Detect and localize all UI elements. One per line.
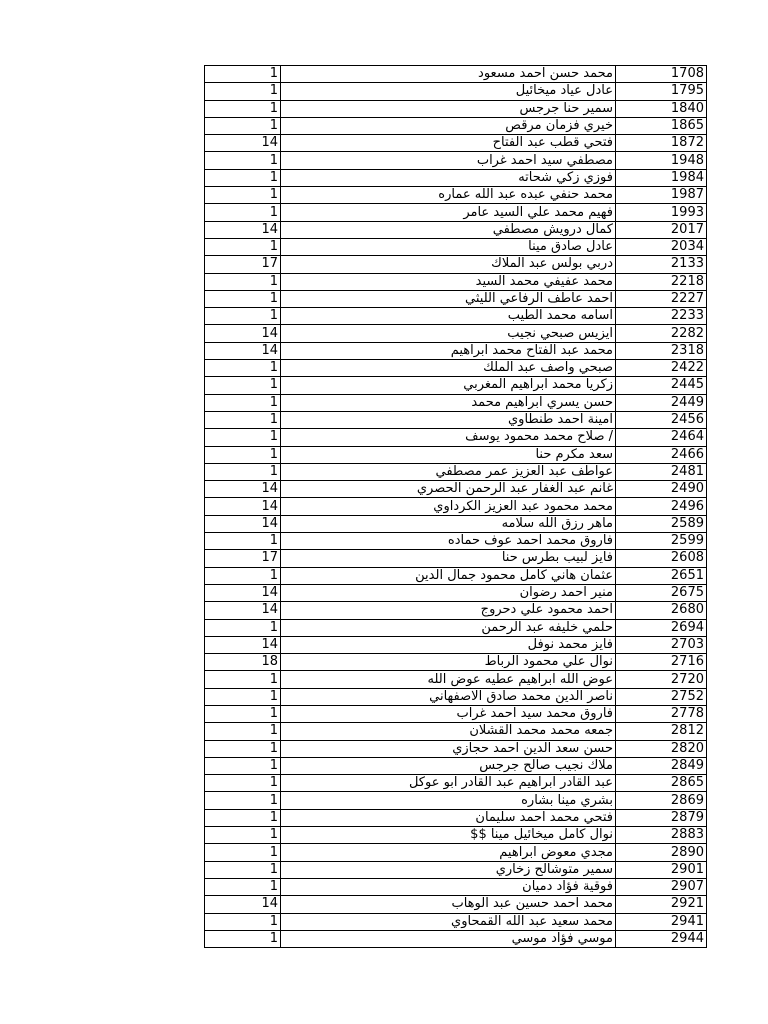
id-cell: 2481: [616, 463, 707, 480]
count-cell: 14: [205, 135, 281, 152]
name-cell: حسن سعد الدين احمد حجازي: [281, 740, 616, 757]
count-cell: 1: [205, 187, 281, 204]
id-cell: 1948: [616, 152, 707, 169]
name-cell: فوقية فؤاد دميان: [281, 878, 616, 895]
id-cell: 2227: [616, 290, 707, 307]
id-cell: 2449: [616, 394, 707, 411]
count-cell: 1: [205, 100, 281, 117]
table-row: [205, 429, 707, 446]
count-cell: 1: [205, 878, 281, 895]
id-cell: 2720: [616, 671, 707, 688]
name-cell: عبد القادر ابراهيم عبد القادر ابو عوكل: [281, 775, 616, 792]
count-cell: 1: [205, 619, 281, 636]
table-row: [205, 100, 707, 117]
table-row: [205, 930, 707, 947]
table-row: [205, 463, 707, 480]
table-row: [205, 654, 707, 671]
count-cell: 1: [205, 360, 281, 377]
id-cell: 2703: [616, 636, 707, 653]
table-row: [205, 204, 707, 221]
name-cell: سعد مكرم حنا: [281, 446, 616, 463]
id-cell: 2422: [616, 360, 707, 377]
count-cell: 14: [205, 602, 281, 619]
table-row: [205, 221, 707, 238]
name-cell: صبحي واصف عبد الملك: [281, 360, 616, 377]
count-cell: 1: [205, 446, 281, 463]
name-cell: اسامه محمد الطيب: [281, 308, 616, 325]
name-cell: محمد عبد الفتاح محمد ابراهيم: [281, 342, 616, 359]
count-cell: 1: [205, 533, 281, 550]
name-cell: محمد حسن احمد مسعود: [281, 66, 616, 83]
name-cell: بشري مينا بشاره: [281, 792, 616, 809]
table-row: [205, 913, 707, 930]
id-cell: 1795: [616, 83, 707, 100]
table-row: [205, 83, 707, 100]
table-row: [205, 360, 707, 377]
table-row: [205, 238, 707, 255]
id-cell: 2282: [616, 325, 707, 342]
table-row: [205, 394, 707, 411]
table-row: [205, 117, 707, 134]
id-cell: 2675: [616, 584, 707, 601]
name-cell: نوال علي محمود الرباط: [281, 654, 616, 671]
table-row: [205, 290, 707, 307]
table-row: [205, 602, 707, 619]
id-cell: 2694: [616, 619, 707, 636]
name-cell: عادل عياد ميخائيل: [281, 83, 616, 100]
id-cell: 2318: [616, 342, 707, 359]
id-cell: 1865: [616, 117, 707, 134]
count-cell: 14: [205, 221, 281, 238]
name-cell: غانم عبد الغفار عبد الرحمن الحصري: [281, 481, 616, 498]
name-cell: مصطفي سيد احمد غراب: [281, 152, 616, 169]
table-row: [205, 66, 707, 83]
table-row: [205, 861, 707, 878]
count-cell: 1: [205, 169, 281, 186]
name-cell: نوال كامل ميخائيل مينا $$: [281, 827, 616, 844]
name-cell: فايز محمد نوفل: [281, 636, 616, 653]
id-cell: 1993: [616, 204, 707, 221]
count-cell: 1: [205, 723, 281, 740]
id-cell: 2869: [616, 792, 707, 809]
table-row: [205, 446, 707, 463]
name-cell: منير احمد رضوان: [281, 584, 616, 601]
name-cell: فايز لبيب بطرس حنا: [281, 550, 616, 567]
id-cell: 2820: [616, 740, 707, 757]
table-row: [205, 619, 707, 636]
count-cell: 1: [205, 152, 281, 169]
name-cell: فتحي قطب عبد الفتاح: [281, 135, 616, 152]
name-cell: مجدي معوض ابراهيم: [281, 844, 616, 861]
id-cell: 2133: [616, 256, 707, 273]
name-cell: سمير حنا جرجس: [281, 100, 616, 117]
name-cell: فتحي محمد احمد سليمان: [281, 809, 616, 826]
table-row: [205, 896, 707, 913]
table-row: [205, 308, 707, 325]
name-cell: ماهر رزق الله سلامه: [281, 515, 616, 532]
count-cell: 1: [205, 429, 281, 446]
table-row: [205, 878, 707, 895]
name-cell: عواطف عبد العزيز عمر مصطفي: [281, 463, 616, 480]
id-cell: 1872: [616, 135, 707, 152]
table-row: [205, 792, 707, 809]
name-cell: كمال درويش مصطفي: [281, 221, 616, 238]
table-row: [205, 671, 707, 688]
id-cell: 2944: [616, 930, 707, 947]
table-row: [205, 757, 707, 774]
id-cell: 2456: [616, 411, 707, 428]
table-row: [205, 688, 707, 705]
count-cell: 14: [205, 342, 281, 359]
table-row: [205, 809, 707, 826]
table-row: [205, 411, 707, 428]
name-cell: فاروق محمد سيد احمد غراب: [281, 705, 616, 722]
table-row: [205, 827, 707, 844]
name-cell: ايزيس صبحي نجيب: [281, 325, 616, 342]
table-row: [205, 256, 707, 273]
id-cell: 2879: [616, 809, 707, 826]
table-row: [205, 584, 707, 601]
id-cell: 2651: [616, 567, 707, 584]
id-cell: 2716: [616, 654, 707, 671]
table-row: [205, 844, 707, 861]
name-cell: عوض الله ابراهيم عطيه عوض الله: [281, 671, 616, 688]
id-cell: 2849: [616, 757, 707, 774]
count-cell: 1: [205, 827, 281, 844]
count-cell: 1: [205, 204, 281, 221]
count-cell: 1: [205, 117, 281, 134]
id-cell: 2496: [616, 498, 707, 515]
count-cell: 1: [205, 792, 281, 809]
count-cell: 1: [205, 377, 281, 394]
count-cell: 17: [205, 550, 281, 567]
table-row: [205, 775, 707, 792]
table-row: [205, 152, 707, 169]
table-row: [205, 342, 707, 359]
count-cell: 14: [205, 325, 281, 342]
count-cell: 18: [205, 654, 281, 671]
table-row: [205, 481, 707, 498]
name-cell: موسي فؤاد موسي: [281, 930, 616, 947]
id-cell: 1840: [616, 100, 707, 117]
name-cell: ناصر الدين محمد صادق الاصفهاني: [281, 688, 616, 705]
count-cell: 1: [205, 688, 281, 705]
id-cell: 2680: [616, 602, 707, 619]
id-cell: 2599: [616, 533, 707, 550]
count-cell: 1: [205, 411, 281, 428]
id-cell: 2778: [616, 705, 707, 722]
records-table: [204, 65, 707, 948]
count-cell: 1: [205, 290, 281, 307]
count-cell: 17: [205, 256, 281, 273]
name-cell: عادل صادق مينا: [281, 238, 616, 255]
name-cell: محمد عفيفي محمد السيد: [281, 273, 616, 290]
count-cell: 1: [205, 83, 281, 100]
id-cell: 2218: [616, 273, 707, 290]
count-cell: 1: [205, 861, 281, 878]
name-cell: امينة احمد طنطاوي: [281, 411, 616, 428]
name-cell: دربي بولس عبد الملاك: [281, 256, 616, 273]
count-cell: 1: [205, 705, 281, 722]
table-row: [205, 723, 707, 740]
id-cell: 2490: [616, 481, 707, 498]
count-cell: 1: [205, 809, 281, 826]
count-cell: 1: [205, 740, 281, 757]
id-cell: 2901: [616, 861, 707, 878]
name-cell: فهيم محمد علي السيد عامر: [281, 204, 616, 221]
table-row: [205, 740, 707, 757]
id-cell: 2941: [616, 913, 707, 930]
table-row: [205, 550, 707, 567]
table-row: [205, 187, 707, 204]
id-cell: 2464: [616, 429, 707, 446]
id-cell: 2752: [616, 688, 707, 705]
count-cell: 1: [205, 930, 281, 947]
name-cell: محمد احمد حسين عبد الوهاب: [281, 896, 616, 913]
id-cell: 2608: [616, 550, 707, 567]
name-cell: محمد محمود عبد العزيز الكرداوي: [281, 498, 616, 515]
id-cell: 2034: [616, 238, 707, 255]
count-cell: 14: [205, 636, 281, 653]
id-cell: 2907: [616, 878, 707, 895]
name-cell: زكريا محمد ابراهيم المغربي: [281, 377, 616, 394]
count-cell: 14: [205, 896, 281, 913]
table-row: [205, 273, 707, 290]
count-cell: 1: [205, 394, 281, 411]
records-table-body: [205, 66, 707, 948]
count-cell: 1: [205, 844, 281, 861]
name-cell: خيري فزمان مرقص: [281, 117, 616, 134]
id-cell: 2017: [616, 221, 707, 238]
table-row: [205, 705, 707, 722]
count-cell: 1: [205, 463, 281, 480]
table-row: [205, 135, 707, 152]
count-cell: 14: [205, 584, 281, 601]
id-cell: 2466: [616, 446, 707, 463]
name-cell: محمد حنفي عبده عبد الله عماره: [281, 187, 616, 204]
table-row: [205, 567, 707, 584]
id-cell: 2233: [616, 308, 707, 325]
name-cell: احمد عاطف الرفاعي الليثي: [281, 290, 616, 307]
count-cell: 1: [205, 671, 281, 688]
name-cell: حسن يسري ابراهيم محمد: [281, 394, 616, 411]
id-cell: 2812: [616, 723, 707, 740]
table-row: [205, 636, 707, 653]
id-cell: 1708: [616, 66, 707, 83]
id-cell: 2445: [616, 377, 707, 394]
table-row: [205, 515, 707, 532]
id-cell: 2921: [616, 896, 707, 913]
table-row: [205, 169, 707, 186]
name-cell: محمد سعيد عبد الله القمحاوي: [281, 913, 616, 930]
table-row: [205, 377, 707, 394]
table-row: [205, 533, 707, 550]
id-cell: 1987: [616, 187, 707, 204]
name-cell: حلمي خليفه عبد الرحمن: [281, 619, 616, 636]
name-cell: ملاك نجيب صالح جرجس: [281, 757, 616, 774]
name-cell: جمعه محمد محمد القشلان: [281, 723, 616, 740]
count-cell: 1: [205, 238, 281, 255]
count-cell: 1: [205, 66, 281, 83]
count-cell: 14: [205, 498, 281, 515]
count-cell: 14: [205, 481, 281, 498]
count-cell: 1: [205, 567, 281, 584]
count-cell: 1: [205, 775, 281, 792]
id-cell: 2890: [616, 844, 707, 861]
id-cell: 2865: [616, 775, 707, 792]
name-cell: عثمان هاني كامل محمود جمال الدين: [281, 567, 616, 584]
id-cell: 2589: [616, 515, 707, 532]
id-cell: 2883: [616, 827, 707, 844]
name-cell: سمير متوشالح زخاري: [281, 861, 616, 878]
name-cell: فوزي زكي شحاته: [281, 169, 616, 186]
table-row: [205, 498, 707, 515]
id-cell: 1984: [616, 169, 707, 186]
name-cell: / صلاح محمد محمود يوسف: [281, 429, 616, 446]
count-cell: 1: [205, 273, 281, 290]
count-cell: 14: [205, 515, 281, 532]
count-cell: 1: [205, 913, 281, 930]
name-cell: احمد محمود علي دحروج: [281, 602, 616, 619]
count-cell: 1: [205, 308, 281, 325]
table-row: [205, 325, 707, 342]
name-cell: فاروق محمد احمد عوف حماده: [281, 533, 616, 550]
count-cell: 1: [205, 757, 281, 774]
